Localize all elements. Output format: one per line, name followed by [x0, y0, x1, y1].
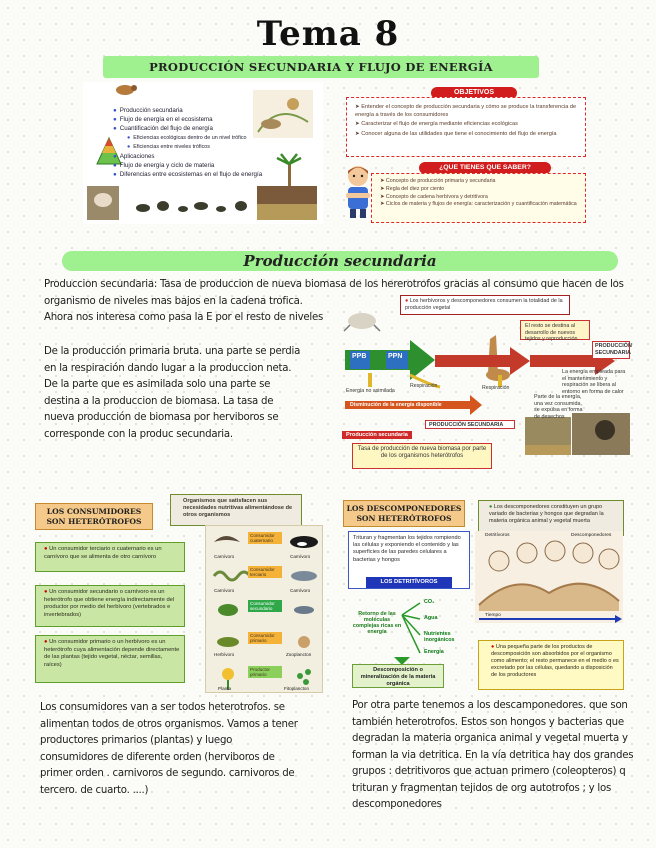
diminish-label: Disminución de la energía disponible: [350, 402, 442, 408]
definition-card: Tasa de producción de nueva biomasa por parte de los organismos heterótrofos: [352, 443, 492, 469]
cycle-arrows: [402, 603, 420, 653]
chain-label: Productor primario: [248, 666, 282, 678]
chain-caption: Planta: [218, 686, 232, 691]
chain-caption: Carnívoro: [290, 554, 311, 559]
detritivores-box: Trituran y fragmentan los tejidos rompiendo las células y exponiendo el contenido y las superficies de las paredes celulares a bacterias y hongos: [348, 531, 470, 589]
list-item: ● Diferencias entre ecosistemas en el flujo de energía: [113, 171, 263, 179]
resto-card: El resto se destina al desarrollo de nuevos tejidos y reproducción: [520, 320, 590, 340]
chain-label: Consumidor cuaternario: [248, 532, 282, 544]
objectives-box: [346, 97, 586, 157]
prod-sec-box: PRODUCCIÓN SECUNDARIA: [425, 420, 515, 429]
list-item: ➤ Entender el concepto de producción secundaria y cómo se produce la transferencia de energía a través de los consumidores: [355, 104, 577, 118]
energy-card: La energía empleada para el mantenimiento y respiración se libera al entorno en forma de calor: [562, 369, 626, 395]
chain-caption: Herbívoro: [214, 652, 235, 657]
chain-label: Consumidor terciario: [248, 566, 282, 578]
cycle-item: Nutrientes inorgánicos: [424, 631, 455, 643]
small-fish-icon: [294, 606, 314, 614]
decomposition-products-card: ● Una pequeña parte de los productos de descomposición son absorbidos por el organismo como alimento; el resto permanece en el medio o es excretado por las células, quedando a disposición de los productores: [478, 640, 624, 690]
ppn-label: PPN: [388, 353, 403, 360]
list-item: ➤ Conocer alguna de las utilidades que tiene el conocimiento del flujo de energía: [355, 130, 557, 137]
chain-caption: Carnívoro: [290, 588, 311, 593]
mineralization-box: Descomposición o mineralización de la materia orgánica: [352, 664, 444, 688]
energy-flow-diagram: [340, 295, 630, 480]
note-primary-production: De la producción primaria bruta. una parte se perdia en la respiración dando lugar a la produccion neta. De la parte que es asimilada solo una parte se destina a la produccion de biomasa. La tasa de nueva producción de biomasa por herviboros se corresponde con la produc secundaria.: [44, 346, 301, 440]
phytoplankton-icon: [297, 669, 311, 685]
detritivores-label: LOS DETRITÍVOROS: [366, 577, 452, 588]
orca-icon: [290, 536, 318, 548]
chain-label: Consumidor secundario: [248, 600, 282, 612]
zooplankton-icon: [298, 636, 310, 648]
chain-caption: Zooplancton: [286, 652, 312, 657]
list-item: ➤ Caracterizar el flujo de energía mediante eficiencias ecológicas: [355, 121, 518, 128]
animal-sketch-icon: [344, 313, 380, 331]
consumers-title: LOS CONSUMIDORES SON HETERÓTROFOS: [35, 503, 153, 530]
chain-caption: Fitoplancton: [284, 686, 310, 691]
list-item: ➤ Concepto de producción primaria y secundaria: [380, 178, 496, 184]
prior-knowledge-box: [371, 173, 586, 223]
list-item: ➤ Regla del diez por ciento: [380, 185, 445, 192]
grasshopper-icon: [217, 637, 239, 647]
section-title: Producción secundaria: [243, 252, 437, 270]
secondary-consumer-card: ● Un consumidor secundario o carnívoro es un heterótrofo que obtiene energía indirectamente del productor por medio del herbívoro (vertebrados e invertebrados): [35, 585, 185, 627]
prod-sec-card: PRODUCCIÓN SECUNDARIA: [592, 341, 630, 359]
waste-card: Parte de la energía, una vez consumida, se expulsa en forma de desechos: [534, 394, 583, 420]
decomposers-definition: ● Los descomponedores constituyen un grupo variado de bacterias y hongos que degradan la materia orgánica animal y vegetal muerta: [478, 500, 624, 536]
cycle-item: Energía: [424, 649, 444, 655]
list-item: ● Cuantificación del flujo de energía: [113, 125, 213, 133]
snake-icon: [214, 572, 250, 580]
consumption-arrow: [435, 347, 530, 375]
prior-knowledge-heading: ¿QUE TIENES QUE SABER?: [419, 162, 551, 174]
scene-label: Detritívoros: [485, 533, 510, 538]
chain-caption: Carnívoro: [214, 554, 235, 559]
eagle-icon: [214, 536, 240, 542]
list-item: ● Flujo de energía en el ecosistema: [113, 116, 213, 124]
cycle-item: Agua: [424, 615, 438, 621]
respiration-label: Respiración: [482, 385, 510, 391]
tertiary-consumer-card: ● Un consumidor terciario o cuaternario es un carnívoro que se alimenta de otro carnívoro: [35, 542, 185, 572]
list-item: ● Flujo de energía y ciclo de materia: [113, 162, 215, 170]
summary-list: [113, 106, 308, 180]
page-title: Tema 8: [256, 14, 400, 54]
list-item: ● Eficiencias ecológicas dentro de un nivel trófico: [127, 134, 247, 141]
cycle-item: CO₂: [424, 599, 435, 605]
list-item: ● Producción secundaria: [113, 107, 183, 114]
summary-panel: [83, 82, 323, 224]
note-decomposers: Por otra parte tenemos a los descamponedores. que son también heterotrofos. Estos son hongos y bacterias que degradan la materia organica animal y vegetal muerta y forman la via detritica. En la vía detritica hay dos grandes grupos : detritivoros que actuan primero (coleopteros) q trituran y fragmentan tejidos de org autotrofos ; y los descomponedores: [352, 700, 634, 810]
topic-banner: [103, 56, 539, 78]
list-item: ● Aplicaciones: [113, 153, 155, 161]
definition-tag: Producción secundaria: [342, 431, 412, 439]
cycle-left-text: Retorno de las moléculas complejas ricas en energía: [352, 611, 402, 635]
scene-label: Descomponedores: [571, 533, 612, 538]
frog-icon: [218, 604, 238, 616]
objectives-heading: OBJETIVOS: [431, 87, 517, 99]
decomposers-title: LOS DESCOMPONEDORES SON HETERÓTROFOS: [343, 500, 465, 527]
consumers-definition: Organismos que satisfacen sus necesidades nutritivas alimentándose de otros organismos: [170, 494, 302, 526]
bird-icon: [116, 85, 137, 95]
note-consumers: Los consumidores van a ser todos heterotrofos. se alimentan todos de otros organismos. Vamos a tener productores primarios (plantas) y luego consumidores de diferente orden (herviboros de primer orden . carnivoros de segundo. carnivoros de tercero. de cuarto. ....): [40, 702, 298, 796]
organism-circles: [489, 541, 619, 571]
non-assimilated-label: Energía no asimilada: [346, 388, 395, 394]
list-item: ➤ Ciclos de materia y flujos de energía: caracterización y cuantificación matemática: [380, 201, 577, 208]
fish-icon: [291, 571, 317, 581]
food-chain-illustration: [205, 525, 323, 693]
list-item: ● Eficiencias entre niveles tróficos: [127, 143, 210, 150]
primary-consumer-card: ● Un consumidor primario o un herbívoro es un heterótrofo cuya alimentación depende directamente de las plantas (tejido vegetal, néctar, semillas, raíces): [35, 635, 185, 683]
list-item: ➤ Concepto de cadena herbívora y detritívora: [380, 193, 488, 200]
topic-banner-text: PRODUCCIÓN SECUNDARIA Y FLUJO DE ENERGÍA: [149, 60, 493, 74]
chain-label: Consumidor primario: [248, 632, 282, 644]
note-definition: Produccion secundaria: Tasa de produccion de nueva biomasa de los hererotrofos gracias al consumo que hacen de los organismo de niveles mas bajos en la cadena trofica. Ahora nos interesa como pasa la E por el resto de niveles: [44, 279, 624, 323]
respiration-label: Respiración: [410, 383, 438, 389]
scene-label: Tiempo: [485, 613, 501, 618]
student-illustration: [343, 163, 373, 219]
ppb-label: PPB: [352, 353, 367, 360]
section-banner: [62, 251, 618, 271]
chain-caption: Carnívoro: [214, 588, 235, 593]
animal-silhouettes: [136, 201, 247, 212]
decomposition-scene: [475, 531, 623, 623]
herbivores-card: ● Los herbívoros y descomponedores consumen la totalidad de la producción vegetal: [400, 295, 570, 315]
